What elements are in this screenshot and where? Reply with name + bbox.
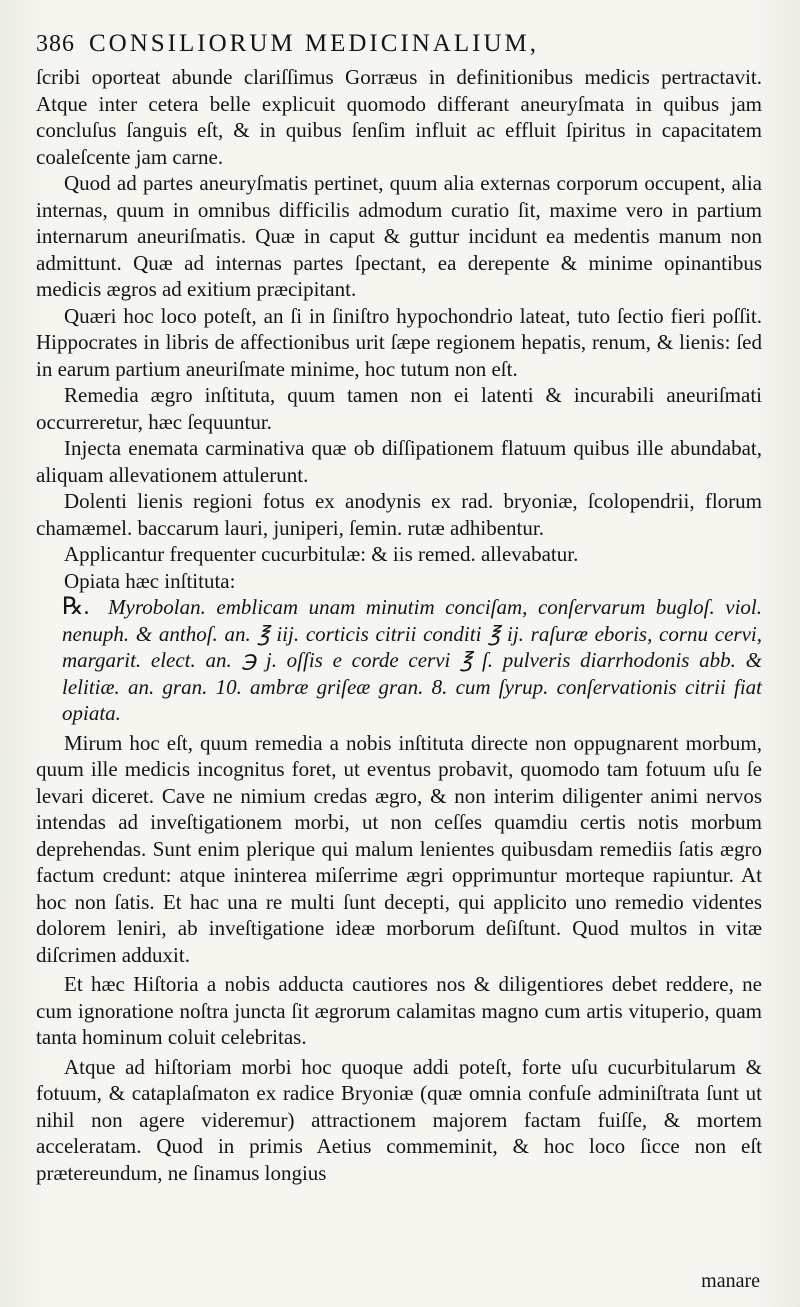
recipe-symbol: ℞.: [62, 594, 90, 620]
paragraph: Opiata hæc inſtituta:: [64, 568, 236, 593]
body-text: [36, 64, 762, 1186]
paragraph: Mirum hoc eſt, quum remedia a nobis inſtituta directe non oppugnarent morbum, quum ille medicis incognitus foret, ut eventus probavit, quomodo tam fotuum uſu ſe levari diceret. Cave ne nimium credas ægro, & non interim diligenter animi nervos intendas ad inveſtigationem morbi, ut non ceſſes quamdiu certis notis morbum deprehendas. Sunt enim plerique qui malum lenientes quibusdam remediis ſatis ægro factum credunt: atque ininterea miſerrime ægri opprimuntur morteque rapiuntur. At hoc non ſatis. Et hac una re multi ſunt decepti, qui applicito uno remedio videntes dolorem leniri, ab inveſtigatione ideæ morborum deſiſtunt. Quod multos in vitæ diſcrimen adduxit.: [36, 730, 762, 967]
paragraph: ſcribi oporteat abunde clariſſimus Gorræus in definitionibus medicis pertractavit. Atque inter cetera belle explicuit quomodo differant aneuryſmata in quibus jam concluſus ſanguis eſt, & in quibus ſenſim influit ac effluit ſpiritus in capacitatem coaleſcente jam carne.: [36, 65, 762, 169]
paragraph: Quod ad partes aneuryſmatis pertinet, quum alia externas corporum occupent, alia internas, quum in omnibus difficilis admodum curatio ſit, maxime vero in partium internarum aneuriſmatis. Quæ in caput & guttur incidunt ea medentis manum non admittunt. Quæ ad internas partes ſpectant, ea derepente & minime opinantibus medicis ægros ad exitium præcipitant.: [36, 171, 762, 301]
page-number: 386: [36, 31, 75, 57]
paragraph: Dolenti lienis regioni fotus ex anodynis ex rad. bryoniæ, ſcolopendrii, florum chamæmel. baccarum lauri, juniperi, ſemin. rutæ adhibentur.: [36, 489, 762, 540]
paragraph: Quæri hoc loco poteſt, an ſi in ſiniſtro hypochondrio lateat, tuto ſectio fieri poſſit. Hippocrates in libris de affectionibus urit ſæpe regionem hepatis, renum, & lienis: ſed in earum partium aneuriſmate minime, hoc tutum non eſt.: [36, 303, 762, 381]
running-title: CONSILIORUM MEDICINALIUM,: [89, 30, 539, 57]
running-head: [36, 30, 762, 58]
paragraph: Applicantur frequenter cucurbitulæ: & iis remed. allevabatur.: [64, 542, 579, 566]
catchword: manare: [701, 1270, 760, 1292]
paragraph: Atque ad hiſtoriam morbi hoc quoque addi poteſt, forte uſu cucurbitularum & fotuum, & cataplaſmaton ex radice Bryoniæ (quæ omnia confuſe adminiſtrata ſunt ut nihil non agere videremur) attractionem majorem factam fuiſſe, & mortem acceleratam. Quod in primis Aetius commeminit, & hoc loco ſicce non eſt prætereundum, ne ſinamus longius: [36, 1054, 762, 1185]
prescription: [36, 594, 762, 727]
paragraph: Injecta enemata carminativa quæ ob diſſipationem flatuum quibus ille abundabat, aliquam allevationem attulerunt.: [36, 436, 762, 487]
prescription-text: Myrobolan. emblicam unam minutim conciſam, conſervarum bugloſ. viol. nenuph. & anthoſ. an. ℥ iij. corticis citrii conditi ℥ ij. raſuræ eboris, cornu cervi, margarit. elect. an. ℈ j. oſſis e corde cervi ℥ ſ. pulveris diarrhodonis abb. & lelitiæ. an. gran. 10. ambræ griſeæ gran. 8. cum ſyrup. conſervationis citrii fiat opiata.: [62, 595, 763, 725]
paragraph: Et hæc Hiſtoria a nobis adducta cautiores nos & diligentiores debet reddere, ne cum ignoratione noſtra juncta ſit ægrorum calamitas magno cum artis vituperio, quam tanta hominum coluit celebritas.: [36, 972, 762, 1049]
paragraph: Remedia ægro inſtituta, quum tamen non ei latenti & incurabili aneuriſmati occurreretur, hæc ſequuntur.: [36, 383, 762, 434]
